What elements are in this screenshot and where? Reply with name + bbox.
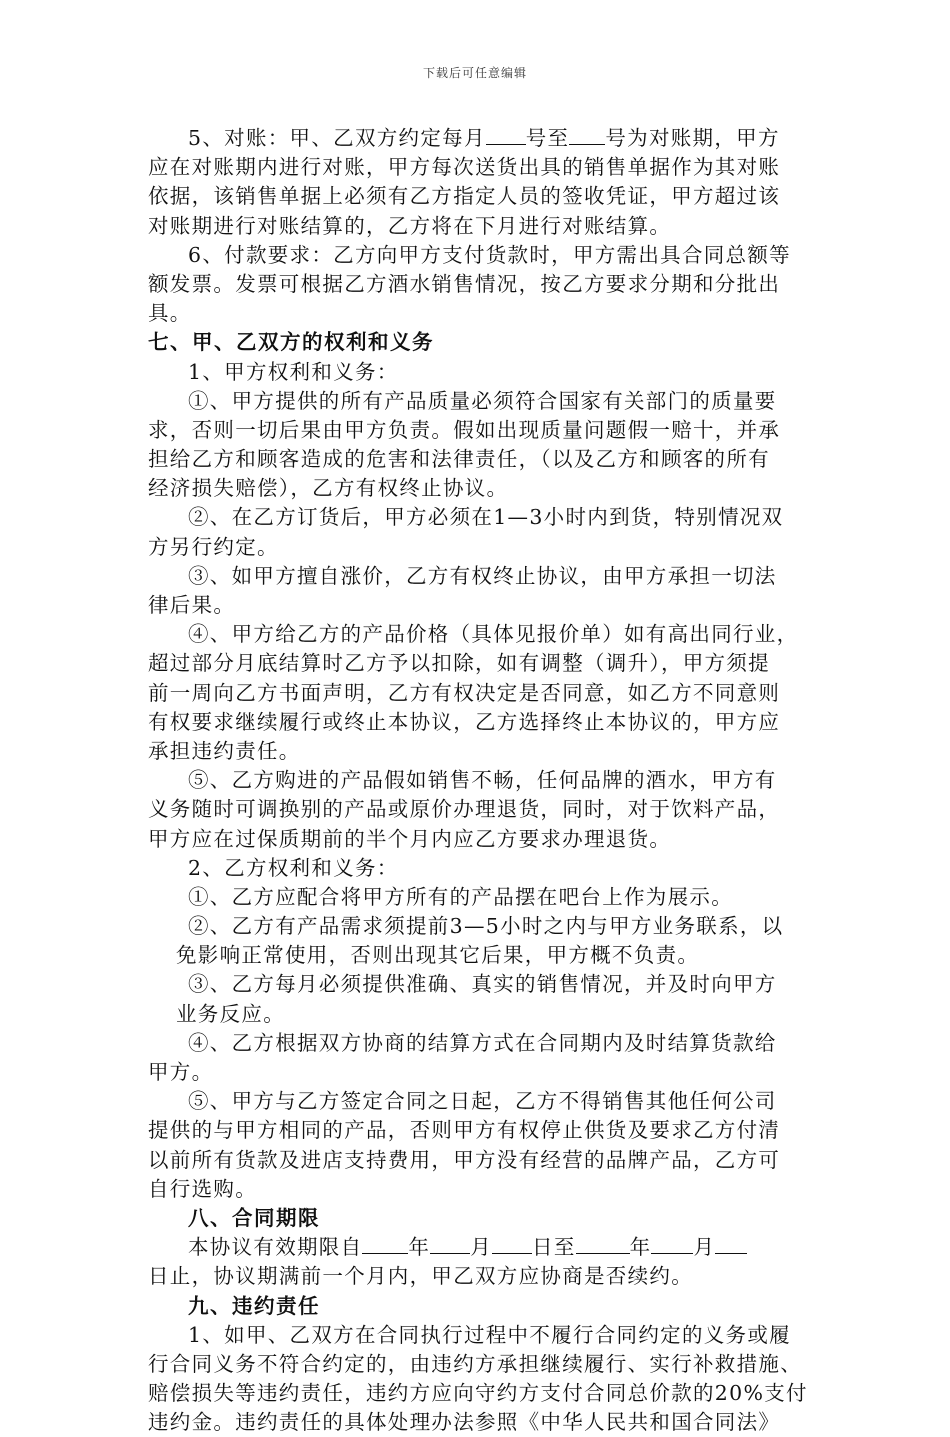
blank-start-year (362, 1235, 408, 1254)
text-line: 方另行约定。 (148, 534, 279, 559)
text-line: 经济损失赔偿），乙方有权终止协议。 (148, 476, 509, 501)
text-line: 赔偿损失等违约责任，违约方应向守约方支付合同总价款的20%支付 (148, 1381, 808, 1406)
text-line: 业务反应。 (176, 1001, 285, 1026)
text-line: 额发票。发票可根据乙方酒水销售情况，按乙方要求分期和分批出 (148, 271, 781, 296)
text: 号至 (525, 126, 570, 150)
paragraph-item: ③、乙方每月必须提供准确、真实的销售情况，并及时向甲方 (188, 972, 777, 997)
text: 日至 (532, 1235, 576, 1260)
blank-end-date (715, 1235, 747, 1254)
text-line: 超过部分月底结算时乙方予以扣除，如有调整（调升），甲方须提 (148, 651, 770, 676)
text-line: 行合同义务不符合约定的，由违约方承担继续履行、实行补救措施、 (148, 1351, 802, 1376)
paragraph-item: ②、乙方有产品需求须提前3—5小时之内与甲方业务联系，以 (188, 914, 784, 939)
paragraph-item: ⑤、甲方与乙方签定合同之日起，乙方不得销售其他任何公司 (188, 1089, 777, 1114)
subsection-title: 2、乙方权利和义务： (188, 855, 399, 880)
blank-end-month (651, 1235, 693, 1254)
paragraph-item: ③、如甲方擅自涨价，乙方有权终止协议，由甲方承担一切法 (188, 563, 777, 588)
text: 年 (629, 1235, 652, 1260)
blank-end-day (569, 126, 605, 145)
paragraph-payment: 6、付款要求：乙方向甲方支付货款时，甲方需出具合同总额等 (188, 242, 791, 267)
text-line: 应在对账期内进行对账，甲方每次送货出具的销售单据作为其对账 (148, 155, 781, 180)
paragraph-item: ②、在乙方订货后，甲方必须在1—3小时内到货，特别情况双 (188, 505, 784, 530)
text-line: 担给乙方和顾客造成的危害和法律责任，（以及乙方和顾客的所有 (148, 447, 770, 472)
text: 月 (470, 1235, 493, 1260)
blank-start-date (492, 1235, 532, 1254)
paragraph-reconciliation (148, 124, 802, 153)
text-line: 有权要求继续履行或终止本协议，乙方选择终止本协议的，甲方应 (148, 709, 781, 734)
text: 5、对账：甲、乙双方约定每月 (188, 126, 486, 150)
blank-start-month (430, 1235, 470, 1254)
paragraph-item: ④、乙方根据双方协商的结算方式在合同期内及时结算货款给 (188, 1030, 777, 1055)
text: 月 (693, 1235, 716, 1260)
paragraph-item: ⑤、乙方购进的产品假如销售不畅，任何品牌的酒水，甲方有 (188, 768, 777, 793)
text-line: 律后果。 (148, 593, 236, 617)
document-body (148, 124, 808, 1437)
text-line: 甲方。 (148, 1060, 214, 1084)
text-line: 以前所有货款及进店支持费用，甲方没有经营的品牌产品，乙方可 (148, 1147, 781, 1172)
text-line: 日止，协议期满前一个月内，甲乙双方应协商是否续约。 (148, 1264, 693, 1289)
text-line: 承担违约责任。 (148, 738, 301, 763)
text-line: 违约金。违约责任的具体处理办法参照《中华人民共和国合同法》 (148, 1410, 781, 1435)
text: 号为对账期，甲方 (605, 126, 780, 150)
paragraph-term (148, 1233, 802, 1262)
text-line: 依据，该销售单据上必须有乙方指定人员的签收凭证，甲方超过该 (148, 184, 781, 209)
text-line: 自行选购。 (148, 1176, 257, 1201)
text-line: 对账期进行对账结算的，乙方将在下月进行对账结算。 (148, 213, 672, 238)
text: 本协议有效期限自 (188, 1235, 363, 1260)
page-header: 下载后可任意编辑 (422, 66, 527, 80)
text: 年 (408, 1235, 431, 1260)
blank-end-year (576, 1235, 630, 1254)
text-line: 甲方应在过保质期前的半个月内应乙方要求办理退货。 (148, 826, 672, 851)
paragraph-item: 1、如甲、乙双方在合同执行过程中不履行合同约定的义务或履 (188, 1322, 791, 1347)
text-line: 求，否则一切后果由甲方负责。假如出现质量问题假一赔十，并承 (148, 417, 781, 442)
subsection-title: 1、甲方权利和义务： (188, 359, 399, 384)
paragraph-item: ①、甲方提供的所有产品质量必须符合国家有关部门的质量要 (188, 388, 777, 413)
text-line: 义务随时可调换别的产品或原价办理退货，同时，对于饮料产品， (148, 797, 781, 822)
text-line: 前一周向乙方书面声明，乙方有权决定是否同意，如乙方不同意则 (148, 680, 781, 705)
section-heading-9: 九、违约责任 (188, 1293, 320, 1318)
section-heading-7: 七、甲、乙双方的权利和义务 (148, 330, 434, 355)
paragraph-item: ①、乙方应配合将甲方所有的产品摆在吧台上作为展示。 (188, 884, 733, 909)
text-line: 提供的与甲方相同的产品，否则甲方有权停止供货及要求乙方付清 (148, 1118, 781, 1143)
blank-start-day (486, 126, 526, 145)
section-heading-8: 八、合同期限 (188, 1205, 320, 1230)
text-line: 具。 (148, 301, 192, 326)
text-line: 免影响正常使用，否则出现其它后果，甲方概不负责。 (176, 943, 700, 968)
paragraph-item: ④、甲方给乙方的产品价格（具体见报价单）如有高出同行业， (188, 622, 799, 647)
